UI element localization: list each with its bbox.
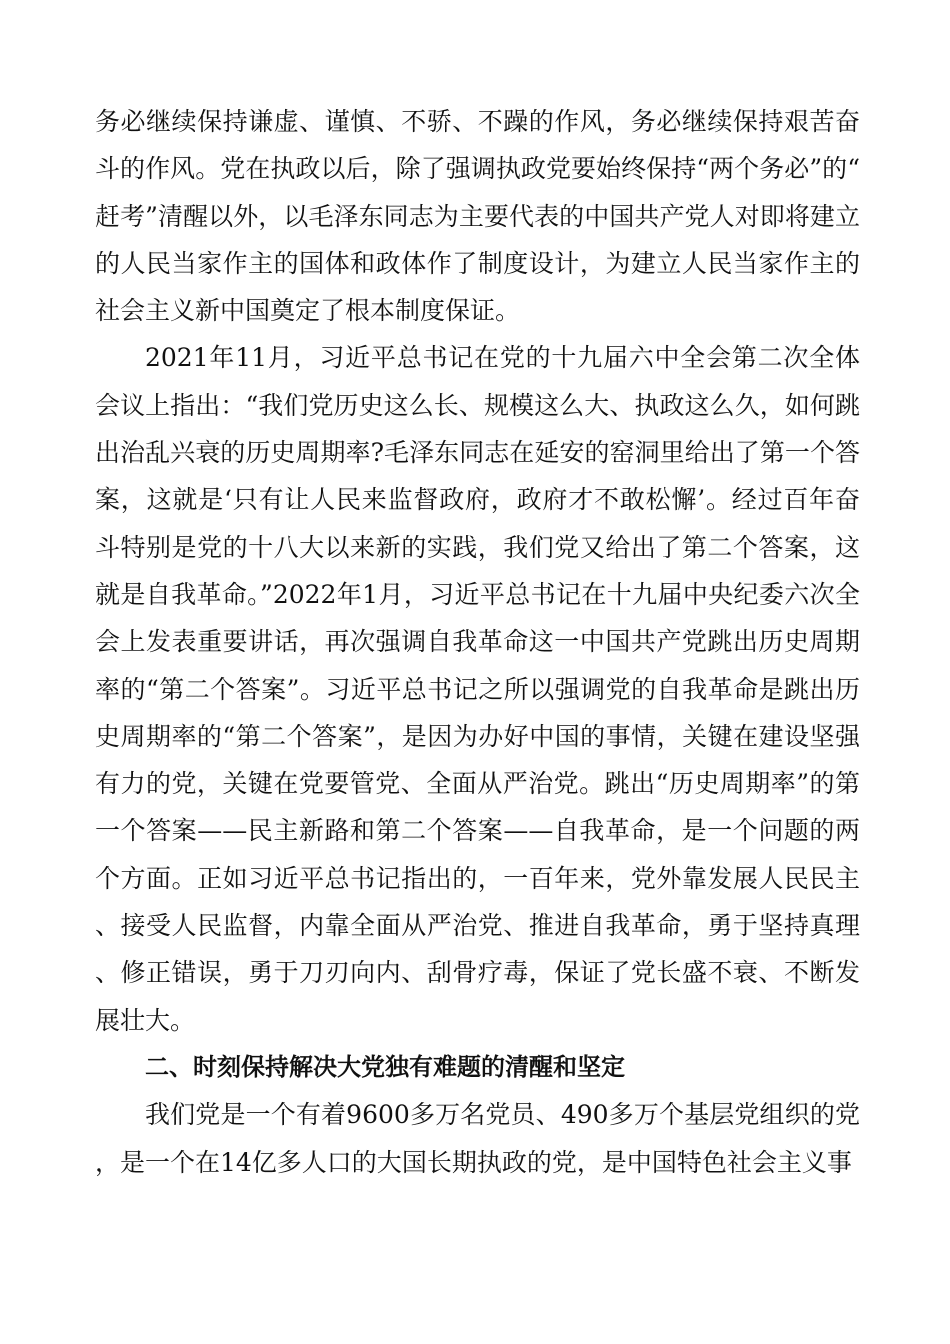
paragraph-history-cycle: 2021年11月，习近平总书记在党的十九届六中全会第二次全体会议上指出：“我们党历史这么长、规模这么大、执政这么久，如何跳出治乱兴衰的历史周期率?毛泽东同志在延安的窑洞里给出了第一个答案，这就是‘只有让人民来监督政府，政府才不敢松懈’。经过百年奋斗特别是党的十八大以来新的实践，我们党又给出了第二个答案，这就是自我革命。”2022年1月，习近平总书记在十九届中央纪委六次全会上发表重要讲话，再次强调自我革命这一中国共产党跳出历史周期率的“第二个答案”。习近平总书记之所以强调党的自我革命是跳出历史周期率的“第二个答案”，是因为办好中国的事情，关键在建设坚强有力的党，关键在党要管党、全面从严治党。跳出“历史周期率”的第一个答案——民主新路和第二个答案——自我革命，是一个问题的两个方面。正如习近平总书记指出的，一百年来，党外靠发展人民民主、接受人民监督，内靠全面从严治党、推进自我革命，勇于坚持真理、修正错误，勇于刀刃向内、刮骨疗毒，保证了党长盛不衰、不断发展壮大。 bbox=[95, 343, 860, 1035]
paragraph-continuation: 务必继续保持谦虚、谨慎、不骄、不躁的作风，务必继续保持艰苦奋斗的作风。党在执政以后，除了强调执政党要始终保持“两个务必”的“赶考”清醒以外，以毛泽东同志为主要代表的中国共产党人对即将建立的人民当家作主的国体和政体作了制度设计，为建立人民当家作主的社会主义新中国奠定了根本制度保证。 bbox=[95, 107, 860, 326]
paragraph-party-scale: 我们党是一个有着9600多万名党员、490多万个基层党组织的党，是一个在14亿多人口的大国长期执政的党，是中国特色社会主义事 bbox=[95, 1100, 860, 1177]
section-heading: 二、时刻保持解决大党独有难题的清醒和坚定 bbox=[145, 1052, 625, 1081]
document-body bbox=[95, 98, 860, 1186]
